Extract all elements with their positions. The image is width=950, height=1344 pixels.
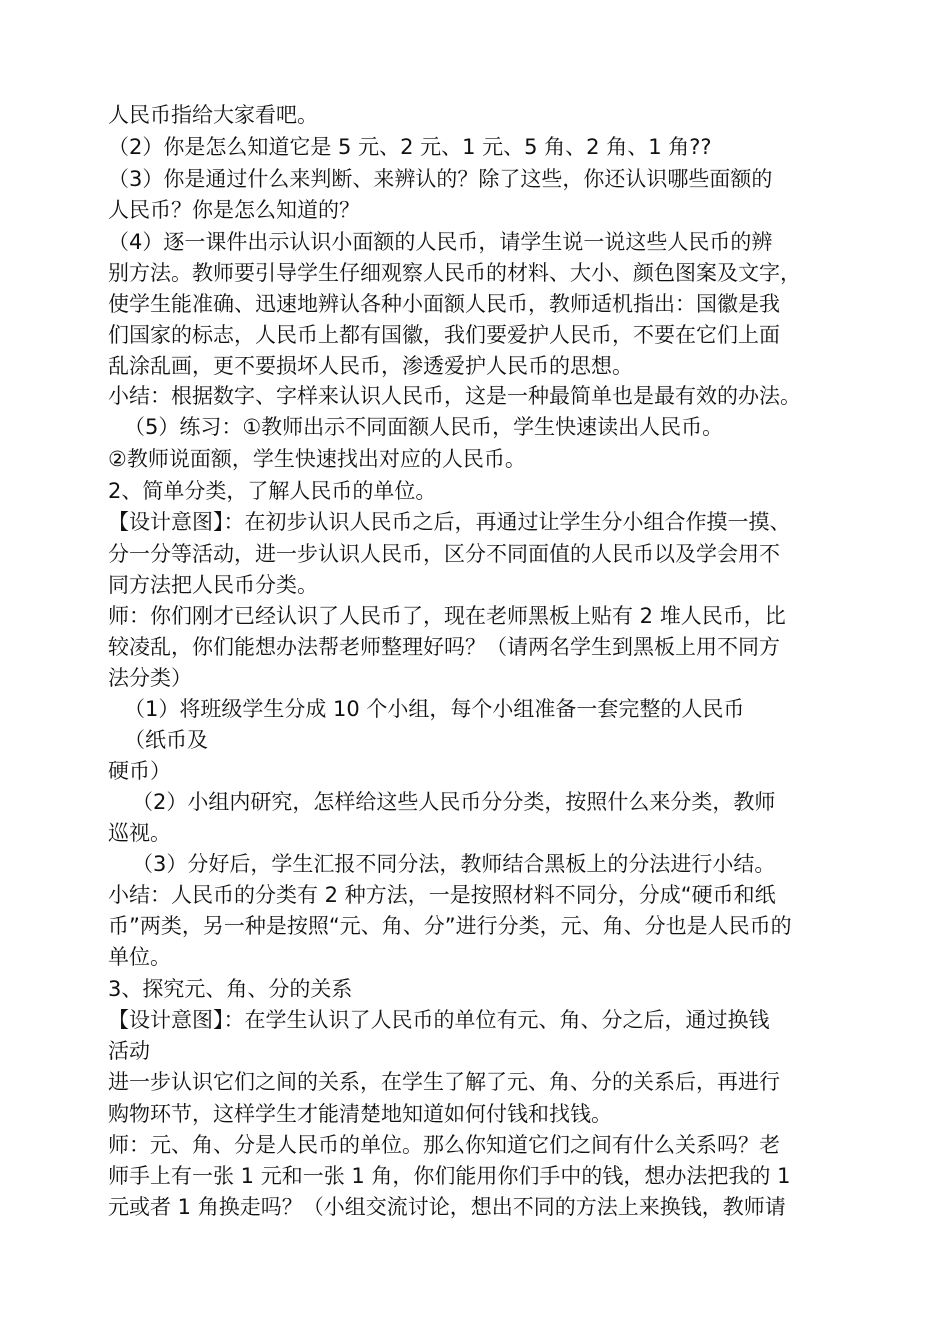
- text-line: （5）练习：①教师出示不同面额人民币，学生快速读出人民币。: [124, 415, 724, 439]
- text-line: ②教师说面额，学生快速找出对应的人民币。: [108, 447, 526, 471]
- text-line: 活动: [108, 1039, 150, 1063]
- text-line: 们国家的标志，人民币上都有国徽，我们要爱护人民币，不要在它们上面: [108, 323, 780, 347]
- text-line: 【设计意图】：在学生认识了人民币的单位有元、角、分之后，通过换钱: [108, 1008, 770, 1032]
- text-line: 师：元、角、分是人民币的单位。那么你知道它们之间有什么关系吗？老: [108, 1133, 780, 1157]
- text-line: 小结：人民币的分类有 2 种方法，一是按照材料不同分，分成“硬币和纸: [108, 883, 776, 907]
- text-line: 师：你们刚才已经认识了人民币了，现在老师黑板上贴有 2 堆人民币，比: [108, 604, 786, 628]
- text-line: 人民币指给大家看吧。: [108, 103, 318, 127]
- text-line: 币”两类，另一种是按照“元、角、分”进行分类，元、角、分也是人民币的: [108, 914, 792, 938]
- text-line: 购物环节，这样学生才能清楚地知道如何付钱和找钱。: [108, 1102, 612, 1126]
- text-line: 使学生能准确、迅速地辨认各种小面额人民币，教师适机指出：国徽是我: [108, 292, 780, 316]
- text-line: 别方法。教师要引导学生仔细观察人民币的材料、大小、颜色图案及文字，: [108, 261, 801, 285]
- text-line: （4）逐一课件出示认识小面额的人民币，请学生说一说这些人民币的辨: [108, 230, 773, 254]
- text-line: 同方法把人民币分类。: [108, 573, 318, 597]
- text-line: （3）分好后，学生汇报不同分法，教师结合黑板上的分法进行小结。: [132, 852, 776, 876]
- text-line: 硬币）: [108, 759, 171, 783]
- text-line: 较凌乱，你们能想办法帮老师整理好吗？（请两名学生到黑板上用不同方: [108, 635, 780, 659]
- text-line: 人民币？你是怎么知道的？: [108, 198, 360, 222]
- text-line: 元或者 1 角换走吗？（小组交流讨论，想出不同的方法上来换钱，教师请: [108, 1195, 786, 1219]
- text-line: （2）小组内研究，怎样给这些人民币分分类，按照什么来分类，教师: [132, 790, 776, 814]
- text-line: 单位。: [108, 945, 171, 969]
- text-line: 3、探究元、角、分的关系: [108, 977, 353, 1001]
- text-line: （2）你是怎么知道它是 5 元、2 元、1 元、5 角、2 角、1 角??: [108, 135, 712, 159]
- text-line: 【设计意图】：在初步认识人民币之后，再通过让学生分小组合作摸一摸、: [108, 510, 791, 534]
- text-line: 进一步认识它们之间的关系，在学生了解了元、角、分的关系后，再进行: [108, 1070, 780, 1094]
- text-line: 师手上有一张 1 元和一张 1 角，你们能用你们手中的钱，想办法把我的 1: [108, 1164, 791, 1188]
- text-line: 小结：根据数字、字样来认识人民币，这是一种最简单也是最有效的办法。: [108, 384, 801, 408]
- text-line: 巡视。: [108, 821, 171, 845]
- text-line: （1）将班级学生分成 10 个小组，每个小组准备一套完整的人民币: [124, 697, 745, 721]
- text-line: （纸币及: [124, 728, 208, 752]
- text-line: （3）你是通过什么来判断、来辨认的？除了这些，你还认识哪些面额的: [108, 167, 773, 191]
- text-line: 法分类）: [108, 666, 192, 690]
- text-line: 2、简单分类，了解人民币的单位。: [108, 479, 437, 503]
- text-line: 分一分等活动，进一步认识人民币，区分不同面值的人民币以及学会用不: [108, 542, 780, 566]
- text-line: 乱涂乱画，更不要损坏人民币，渗透爱护人民币的思想。: [108, 354, 633, 378]
